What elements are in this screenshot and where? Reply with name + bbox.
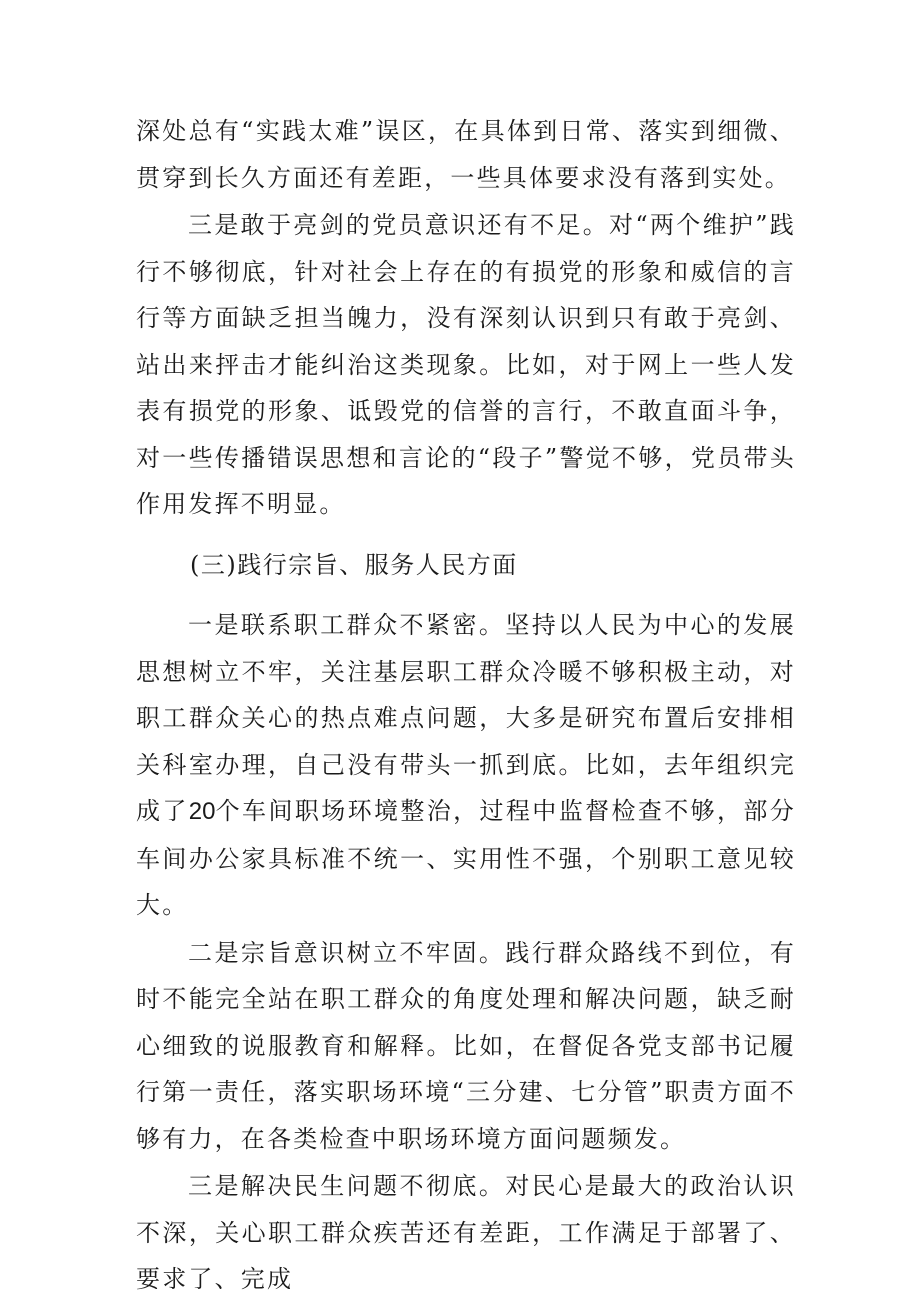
section-heading: (三)践行宗旨、服务人民方面 — [190, 550, 518, 579]
paragraph-continuation: 深处总有“实践太难”误区，在具体到日常、落实到细微、贯穿到长久方面还有差距，一些具体要求没有落到实处。 — [136, 117, 796, 192]
document-body — [136, 108, 796, 1303]
paragraph-party-awareness: 三是敢于亮剑的党员意识还有不足。对“两个维护”践行不够彻底，针对社会上存在的有损党的形象和威信的言行等方面缺乏担当魄力，没有深刻认识到只有敢于亮剑、站出来抨击才能纠治这类现象。比如，对于网上一些人发表有损党的形象、诋毁党的信誉的言行，不敢直面斗争，对一些传播错误思想和言论的“段子”警觉不够，党员带头作用发挥不明显。 — [136, 211, 796, 518]
paragraph-contact-workers — [136, 602, 796, 929]
paragraph-livelihood: 三是解决民生问题不彻底。对民心是最大的政治认识不深，关心职工群众疾苦还有差距，工作满足于部署了、要求了、完成 — [136, 1172, 796, 1293]
paragraph-number: 20 — [188, 798, 216, 825]
paragraph-text-after: 个车间职场环境整治，过程中监督检查不够，部分车间办公家具标准不统一、实用性不强，个别职工意见较大。 — [136, 797, 796, 919]
paragraph-text-before: 一是联系职工群众不紧密。坚持以人民为中心的发展思想树立不牢，关注基层职工群众冷暖不够积极主动，对职工群众关心的热点难点问题，大多是研究布置后安排相关科室办理，自己没有带头一抓到底。比如，去年组织完成了 — [136, 611, 796, 825]
paragraph-purpose-awareness: 二是宗旨意识树立不牢固。践行群众路线不到位，有时不能完全站在职工群众的角度处理和解决问题，缺乏耐心细致的说服教育和解释。比如，在督促各党支部书记履行第一责任，落实职场环境“三分建、七分管”职责方面不够有力，在各类检查中职场环境方面问题频发。 — [136, 938, 796, 1153]
